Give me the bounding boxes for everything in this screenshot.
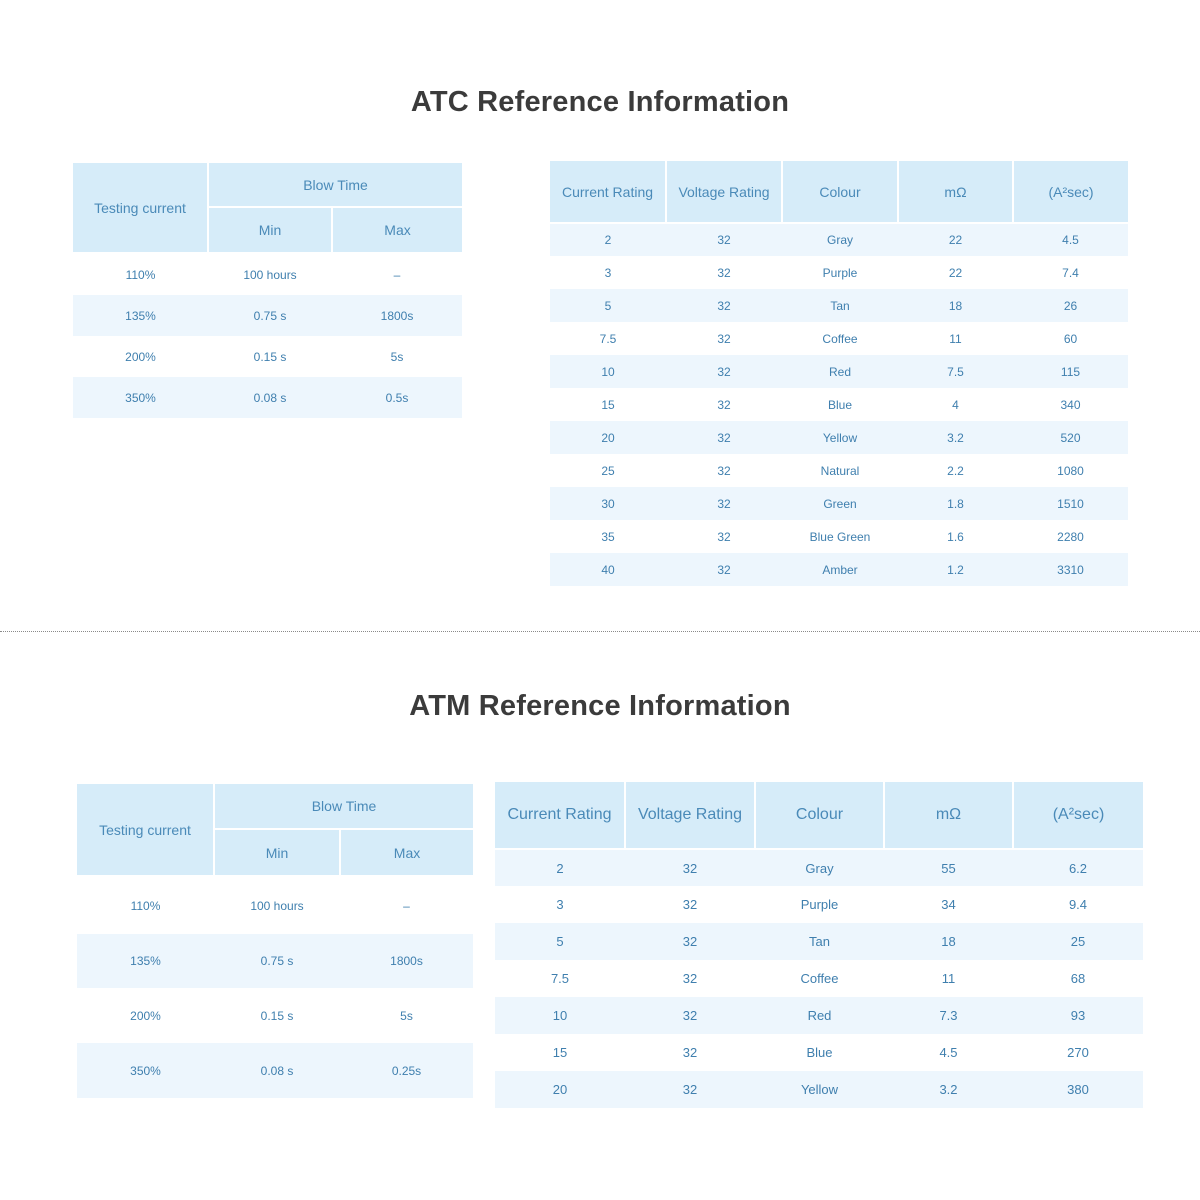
a2sec-cell: 4.5 [1013, 223, 1128, 256]
current-rating-cell: 3 [604, 265, 612, 280]
voltage-rating-cell: 32 [717, 331, 731, 346]
table-row [550, 322, 1128, 355]
milliohm-cell: 22 [898, 223, 1013, 256]
current-rating-cell: 5 [550, 289, 666, 322]
colour-cell: Green [782, 487, 898, 520]
min-cell: 100 hours [243, 267, 297, 282]
atm-rating-table [495, 782, 1143, 1108]
table-row [550, 553, 1128, 586]
header-voltage-rating: Voltage Rating [666, 161, 782, 223]
testing-current-cell: 135% [73, 295, 208, 336]
colour-cell: Blue [827, 397, 853, 412]
voltage-rating-cell: 32 [682, 1045, 698, 1060]
milliohm-cell: 18 [884, 923, 1013, 960]
voltage-rating-cell: 32 [666, 421, 782, 454]
header-a2sec: (A²sec) [1013, 782, 1143, 849]
max-cell: 5s [400, 1008, 413, 1023]
milliohm-cell: 18 [898, 289, 1013, 322]
current-rating-cell: 40 [550, 553, 666, 586]
a2sec-cell: 520 [1013, 421, 1128, 454]
current-rating-cell: 20 [495, 1071, 625, 1108]
colour-cell: Yellow [782, 421, 898, 454]
table-row [495, 849, 1143, 886]
colour-cell: Purple [822, 265, 858, 280]
max-cell: 1800s [332, 295, 462, 336]
testing-current-cell: 110% [125, 267, 156, 282]
atm-title: ATM Reference Information [409, 690, 791, 722]
current-rating-cell: 30 [550, 487, 666, 520]
milliohm-cell: 11 [949, 331, 962, 346]
colour-cell: Red [755, 997, 884, 1034]
table-row [495, 960, 1143, 997]
header-testing-current: Testing current [77, 784, 214, 876]
a2sec-cell: 6.2 [1013, 849, 1143, 886]
header-voltage-rating: Voltage Rating [625, 782, 755, 849]
testing-current-cell: 200% [130, 1008, 161, 1023]
max-cell: – [393, 267, 401, 282]
milliohm-cell: 3.2 [898, 421, 1013, 454]
header-min: Min [214, 829, 340, 876]
voltage-rating-cell: 32 [666, 487, 782, 520]
milliohm-cell: 4.5 [939, 1045, 958, 1060]
header-colour: Colour [782, 161, 898, 223]
a2sec-cell: 2280 [1057, 529, 1084, 544]
table-row [550, 454, 1128, 487]
atc-blow-time-body [73, 253, 462, 418]
atm-blow-time-body [77, 876, 473, 1098]
table-row [495, 923, 1143, 960]
colour-cell: Purple [800, 897, 839, 912]
current-rating-cell: 7.5 [550, 971, 570, 986]
table-row [550, 520, 1128, 553]
colour-cell: Red [782, 355, 898, 388]
milliohm-cell: 1.2 [898, 553, 1013, 586]
testing-current-cell: 200% [125, 349, 156, 364]
voltage-rating-cell: 32 [717, 397, 731, 412]
min-cell: 0.08 s [208, 377, 332, 418]
milliohm-cell: 55 [884, 849, 1013, 886]
current-rating-cell: 2 [495, 849, 625, 886]
header-min: Min [208, 207, 332, 253]
voltage-rating-cell: 32 [625, 997, 755, 1034]
milliohm-cell: 4 [952, 397, 959, 412]
max-cell: 1800s [340, 934, 473, 988]
current-rating-cell: 15 [601, 397, 615, 412]
table-row [73, 377, 462, 418]
a2sec-cell: 68 [1070, 971, 1086, 986]
table-row [550, 421, 1128, 454]
colour-cell: Amber [782, 553, 898, 586]
colour-cell: Blue [806, 1045, 833, 1060]
table-row [73, 336, 462, 377]
header-colour: Colour [755, 782, 884, 849]
voltage-rating-cell: 32 [666, 355, 782, 388]
header-max: Max [332, 207, 462, 253]
colour-cell: Natural [820, 463, 860, 478]
milliohm-cell: 2.2 [947, 463, 964, 478]
a2sec-cell: 115 [1013, 355, 1128, 388]
header-a2sec: (A²sec) [1013, 161, 1128, 223]
current-rating-cell: 7.5 [599, 331, 617, 346]
max-cell: 0.25s [340, 1043, 473, 1098]
min-cell: 0.08 s [214, 1043, 340, 1098]
a2sec-cell: 26 [1013, 289, 1128, 322]
table-row [550, 487, 1128, 520]
header-milliohm: mΩ [898, 161, 1013, 223]
table-row [495, 1034, 1143, 1071]
a2sec-cell: 25 [1013, 923, 1143, 960]
milliohm-cell: 1.6 [947, 529, 964, 544]
min-cell: 0.15 s [253, 349, 287, 364]
voltage-rating-cell: 32 [717, 529, 731, 544]
current-rating-cell: 15 [552, 1045, 568, 1060]
max-cell: – [403, 898, 410, 913]
header-milliohm: mΩ [884, 782, 1013, 849]
colour-cell: Tan [782, 289, 898, 322]
milliohm-cell: 7.3 [884, 997, 1013, 1034]
current-rating-cell: 20 [550, 421, 666, 454]
voltage-rating-cell: 32 [625, 1071, 755, 1108]
atm-blow-time-table [77, 784, 473, 1098]
a2sec-cell: 340 [1060, 397, 1081, 412]
section-divider [0, 631, 1200, 632]
table-row [73, 295, 462, 336]
milliohm-cell: 7.5 [898, 355, 1013, 388]
a2sec-cell: 1510 [1013, 487, 1128, 520]
table-row [77, 1043, 473, 1098]
milliohm-cell: 1.8 [898, 487, 1013, 520]
colour-cell: Gray [755, 849, 884, 886]
milliohm-cell: 3.2 [884, 1071, 1013, 1108]
testing-current-cell: 135% [77, 934, 214, 988]
a2sec-cell: 1080 [1057, 463, 1084, 478]
a2sec-cell: 60 [1063, 331, 1078, 346]
max-cell: 5s [390, 349, 404, 364]
current-rating-cell: 3 [556, 897, 564, 912]
a2sec-cell: 93 [1013, 997, 1143, 1034]
a2sec-cell: 380 [1013, 1071, 1143, 1108]
current-rating-cell: 2 [550, 223, 666, 256]
table-row [77, 988, 473, 1043]
colour-cell: Blue Green [809, 529, 871, 544]
milliohm-cell: 22 [948, 265, 963, 280]
current-rating-cell: 5 [495, 923, 625, 960]
table-row [550, 223, 1128, 256]
current-rating-cell: 35 [601, 529, 615, 544]
testing-current-cell: 110% [130, 898, 161, 913]
a2sec-cell: 7.4 [1062, 265, 1079, 280]
testing-current-cell: 350% [77, 1043, 214, 1098]
header-current-rating: Current Rating [550, 161, 666, 223]
voltage-rating-cell: 32 [625, 923, 755, 960]
table-row [495, 886, 1143, 923]
current-rating-cell: 25 [601, 463, 615, 478]
colour-cell: Tan [755, 923, 884, 960]
table-row [77, 876, 473, 934]
header-max: Max [340, 829, 473, 876]
table-row [495, 997, 1143, 1034]
voltage-rating-cell: 32 [682, 971, 698, 986]
voltage-rating-cell: 32 [666, 223, 782, 256]
min-cell: 0.15 s [260, 1008, 294, 1023]
a2sec-cell: 3310 [1013, 553, 1128, 586]
header-current-rating: Current Rating [495, 782, 625, 849]
atc-rating-table [550, 161, 1128, 586]
table-row [550, 256, 1128, 289]
min-cell: 0.75 s [208, 295, 332, 336]
header-blow-time: Blow Time [208, 163, 462, 207]
voltage-rating-cell: 32 [682, 897, 698, 912]
atc-blow-time-table [73, 163, 462, 418]
voltage-rating-cell: 32 [666, 553, 782, 586]
table-row [73, 253, 462, 295]
table-row [495, 1071, 1143, 1108]
milliohm-cell: 11 [941, 971, 956, 986]
table-row [550, 355, 1128, 388]
a2sec-cell: 9.4 [1068, 897, 1088, 912]
voltage-rating-cell: 32 [717, 463, 731, 478]
a2sec-cell: 270 [1067, 1045, 1089, 1060]
atc-rating-body [550, 223, 1128, 586]
colour-cell: Coffee [800, 971, 839, 986]
voltage-rating-cell: 32 [666, 289, 782, 322]
colour-cell: Gray [782, 223, 898, 256]
current-rating-cell: 10 [495, 997, 625, 1034]
table-row [550, 388, 1128, 421]
min-cell: 0.75 s [214, 934, 340, 988]
colour-cell: Coffee [822, 331, 858, 346]
testing-current-cell: 350% [73, 377, 208, 418]
current-rating-cell: 10 [550, 355, 666, 388]
atm-rating-body [495, 849, 1143, 1108]
header-blow-time: Blow Time [214, 784, 473, 829]
min-cell: 100 hours [250, 898, 304, 913]
table-row [77, 934, 473, 988]
header-testing-current: Testing current [73, 163, 208, 253]
voltage-rating-cell: 32 [717, 265, 731, 280]
table-row [550, 289, 1128, 322]
colour-cell: Yellow [755, 1071, 884, 1108]
atc-title: ATC Reference Information [410, 86, 790, 118]
milliohm-cell: 34 [941, 897, 956, 912]
max-cell: 0.5s [332, 377, 462, 418]
voltage-rating-cell: 32 [625, 849, 755, 886]
